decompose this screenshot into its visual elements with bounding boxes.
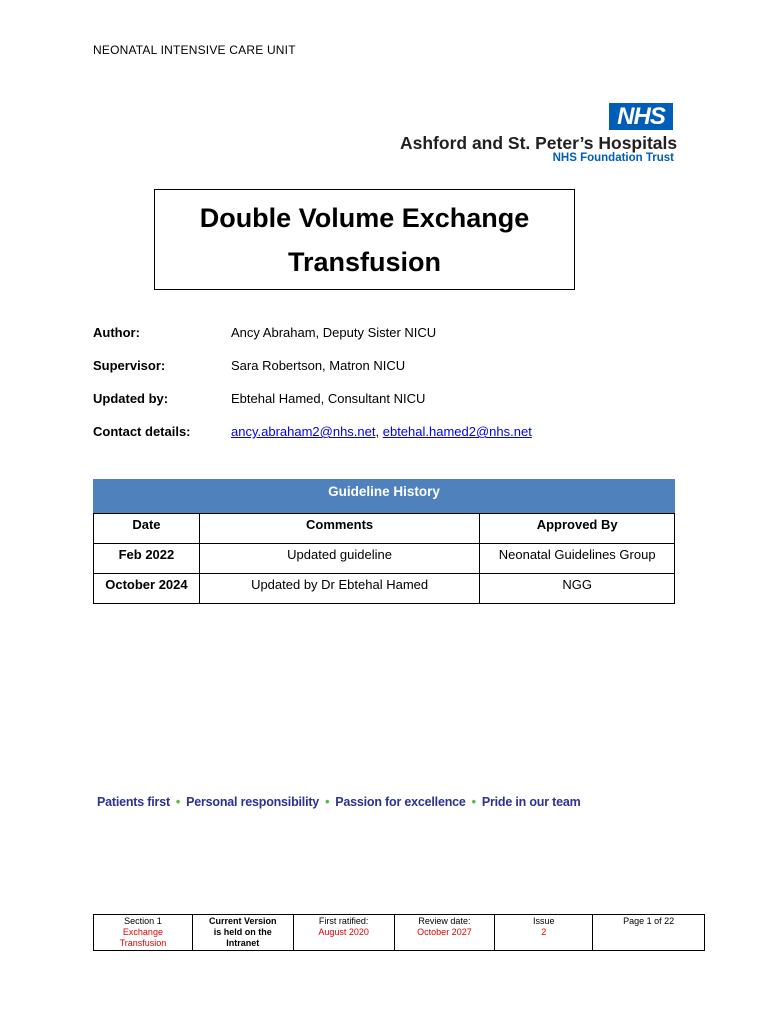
author-label: Author: (93, 325, 140, 340)
bullet-icon: • (325, 795, 330, 809)
bullet-icon: • (471, 795, 476, 809)
updated-by-label: Updated by: (93, 391, 169, 406)
row-comment: Updated guideline (199, 544, 479, 574)
footer-issue-cell (495, 915, 593, 951)
value-item: Patients first (97, 795, 170, 809)
history-table (93, 513, 675, 604)
current-version-text: is held on the (213, 927, 272, 937)
table-header-row (94, 514, 675, 544)
review-value: October 2027 (417, 927, 472, 937)
current-version-text: Current Version (209, 916, 277, 926)
value-item: Personal responsibility (186, 795, 320, 809)
supervisor-label: Supervisor: (93, 358, 166, 373)
row-comment: Updated by Dr Ebtehal Hamed (199, 574, 479, 604)
value-item: Passion for excellence (335, 795, 466, 809)
guideline-history-heading: Guideline History (93, 479, 675, 513)
org-subtitle: NHS Foundation Trust (552, 152, 674, 164)
footer-table (93, 914, 705, 951)
author-value: Ancy Abraham, Deputy Sister NICU (231, 325, 437, 340)
row-date: October 2024 (94, 574, 200, 604)
table-row (94, 544, 675, 574)
trust-values-banner (97, 795, 581, 809)
email-link-ancy[interactable]: ancy.abraham2@nhs.net (231, 424, 376, 439)
page-number: Page 1 of 22 (623, 916, 675, 926)
row-date: Feb 2022 (94, 544, 200, 574)
value-item: Pride in our team (481, 795, 581, 809)
row-approved-by: Neonatal Guidelines Group (480, 544, 675, 574)
contact-value (231, 424, 532, 439)
nhs-logo: NHS (609, 103, 673, 130)
footer-review-cell (394, 915, 495, 951)
updated-by-value: Ebtehal Hamed, Consultant NICU (231, 391, 426, 406)
footer-page-cell (593, 915, 705, 951)
row-approved-by: NGG (480, 574, 675, 604)
guideline-history (93, 479, 675, 604)
ratified-value: August 2020 (318, 927, 369, 937)
email-link-ebtehal[interactable]: ebtehal.hamed2@nhs.net (382, 424, 532, 439)
issue-label: Issue (533, 916, 555, 926)
column-header-approved-by: Approved By (480, 514, 675, 544)
footer-current-version-cell (192, 915, 293, 951)
review-label: Review date: (418, 916, 471, 926)
supervisor-value: Sara Robertson, Matron NICU (231, 358, 406, 373)
contact-separator: , (375, 424, 383, 439)
section-value: Exchange (122, 927, 163, 937)
org-name: Ashford and St. Peter’s Hospitals (400, 133, 678, 153)
document-title: Double Volume Exchange Transfusion (199, 202, 530, 277)
document-header: NEONATAL INTENSIVE CARE UNIT (93, 43, 296, 57)
title-box (154, 189, 575, 290)
footer-section-cell (94, 915, 193, 951)
contact-label: Contact details: (93, 424, 191, 439)
footer-ratified-cell (293, 915, 394, 951)
column-header-date: Date (94, 514, 200, 544)
current-version-text: Intranet (226, 938, 260, 948)
bullet-icon: • (175, 795, 181, 809)
table-row (94, 574, 675, 604)
section-label: Section 1 (124, 916, 162, 926)
ratified-label: First ratified: (318, 916, 369, 926)
column-header-comments: Comments (199, 514, 479, 544)
section-value: Transfusion (119, 938, 167, 948)
document-footer (93, 914, 705, 951)
issue-value: 2 (541, 927, 547, 937)
